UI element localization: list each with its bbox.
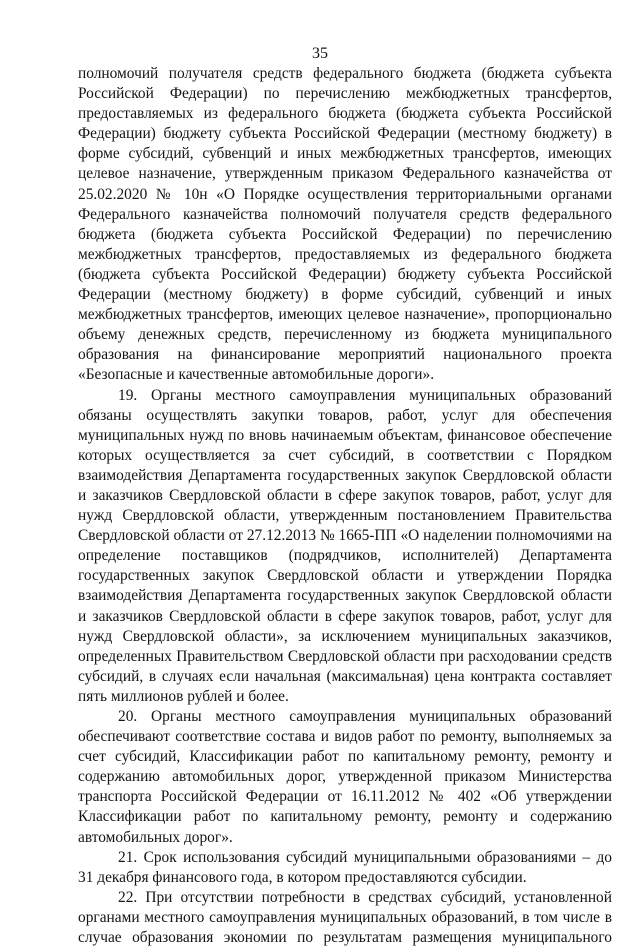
page-number: 35 xyxy=(312,45,328,62)
paragraph-21: 21. Срок использования субсидий муниципальными образованиями – до 31 декабря финансового года, в котором предоставляются субсидии. xyxy=(78,848,612,886)
document-body xyxy=(78,64,612,948)
paragraph-continuation: полномочий получателя средств федерального бюджета (бюджета субъекта Российской Федерации) по перечислению межбюджетных трансфертов, предоставляемых из федерального бюджета (бюджета субъекта Российской Федерации) бюджету субъекта Российской Федерации (местному бюджету) в форме субсидий, субвенций и иных межбюджетных трансфертов, имеющих целевое назначение, утвержденным приказом Федерального казначейства от 25.02.2020 № 10н «О Порядке осуществления территориальными органами Федерального казначейства полномочий получателя средств федерального бюджета (бюджета субъекта Российской Федерации) по перечислению межбюджетных трансфертов, предоставляемых из федерального бюджета (бюджета субъекта Российской Федерации) бюджету субъекта Российской Федерации (местному бюджету) в форме субсидий, субвенций и иных межбюджетных трансфертов, имеющих целевое назначение», пропорционально объему денежных средств, перечисленному из бюджета муниципального образования на финансирование мероприятий национального проекта «Безопасные и качественные автомобильные дороги». xyxy=(78,65,612,384)
paragraph-19: 19. Органы местного самоуправления муниципальных образований обязаны осуществлять закупки товаров, работ, услуг для обеспечения муниципальных нужд по вновь начинаемым объектам, финансовое обеспечение которых осуществляется за счет субсидий, в соответствии с Порядком взаимодействия Департамента государственных закупок Свердловской области и заказчиков Свердловской области в сфере закупок товаров, работ, услуг для нужд Свердловской области, утвержденным постановлением Правительства Свердловской области от 27.12.2013 № 1665-ПП «О наделении полномочиями на определение поставщиков (подрядчиков, исполнителей) Департамента государственных закупок Свердловской области и утверждении Порядка взаимодействия Департамента государственных закупок Свердловской области и заказчиков Свердловской области в сфере закупок товаров, работ, услуг для нужд Свердловской области», за исключением муниципальных заказчиков, определенных Правительством Свердловской области при расходовании средств субсидий, в случаях если начальная (максимальная) цена контракта составляет пять миллионов рублей и более. xyxy=(78,386,612,705)
paragraph-20: 20. Органы местного самоуправления муниципальных образований обеспечивают соответствие состава и видов работ по ремонту, выполняемых за счет субсидий, Классификации работ по капитальному ремонту, ремонту и содержанию автомобильных дорог, утвержденной приказом Министерства транспорта Российской Федерации от 16.11.2012 № 402 «Об утверждении Классификации работ по капитальному ремонту, ремонту и содержанию автомобильных дорог». xyxy=(78,708,612,846)
paragraph-22: 22. При отсутствии потребности в средствах субсидий, установленной органами местного самоуправления муниципальных образований, в том числе в случае образования экономии по результатам размещения муниципального xyxy=(78,888,612,947)
